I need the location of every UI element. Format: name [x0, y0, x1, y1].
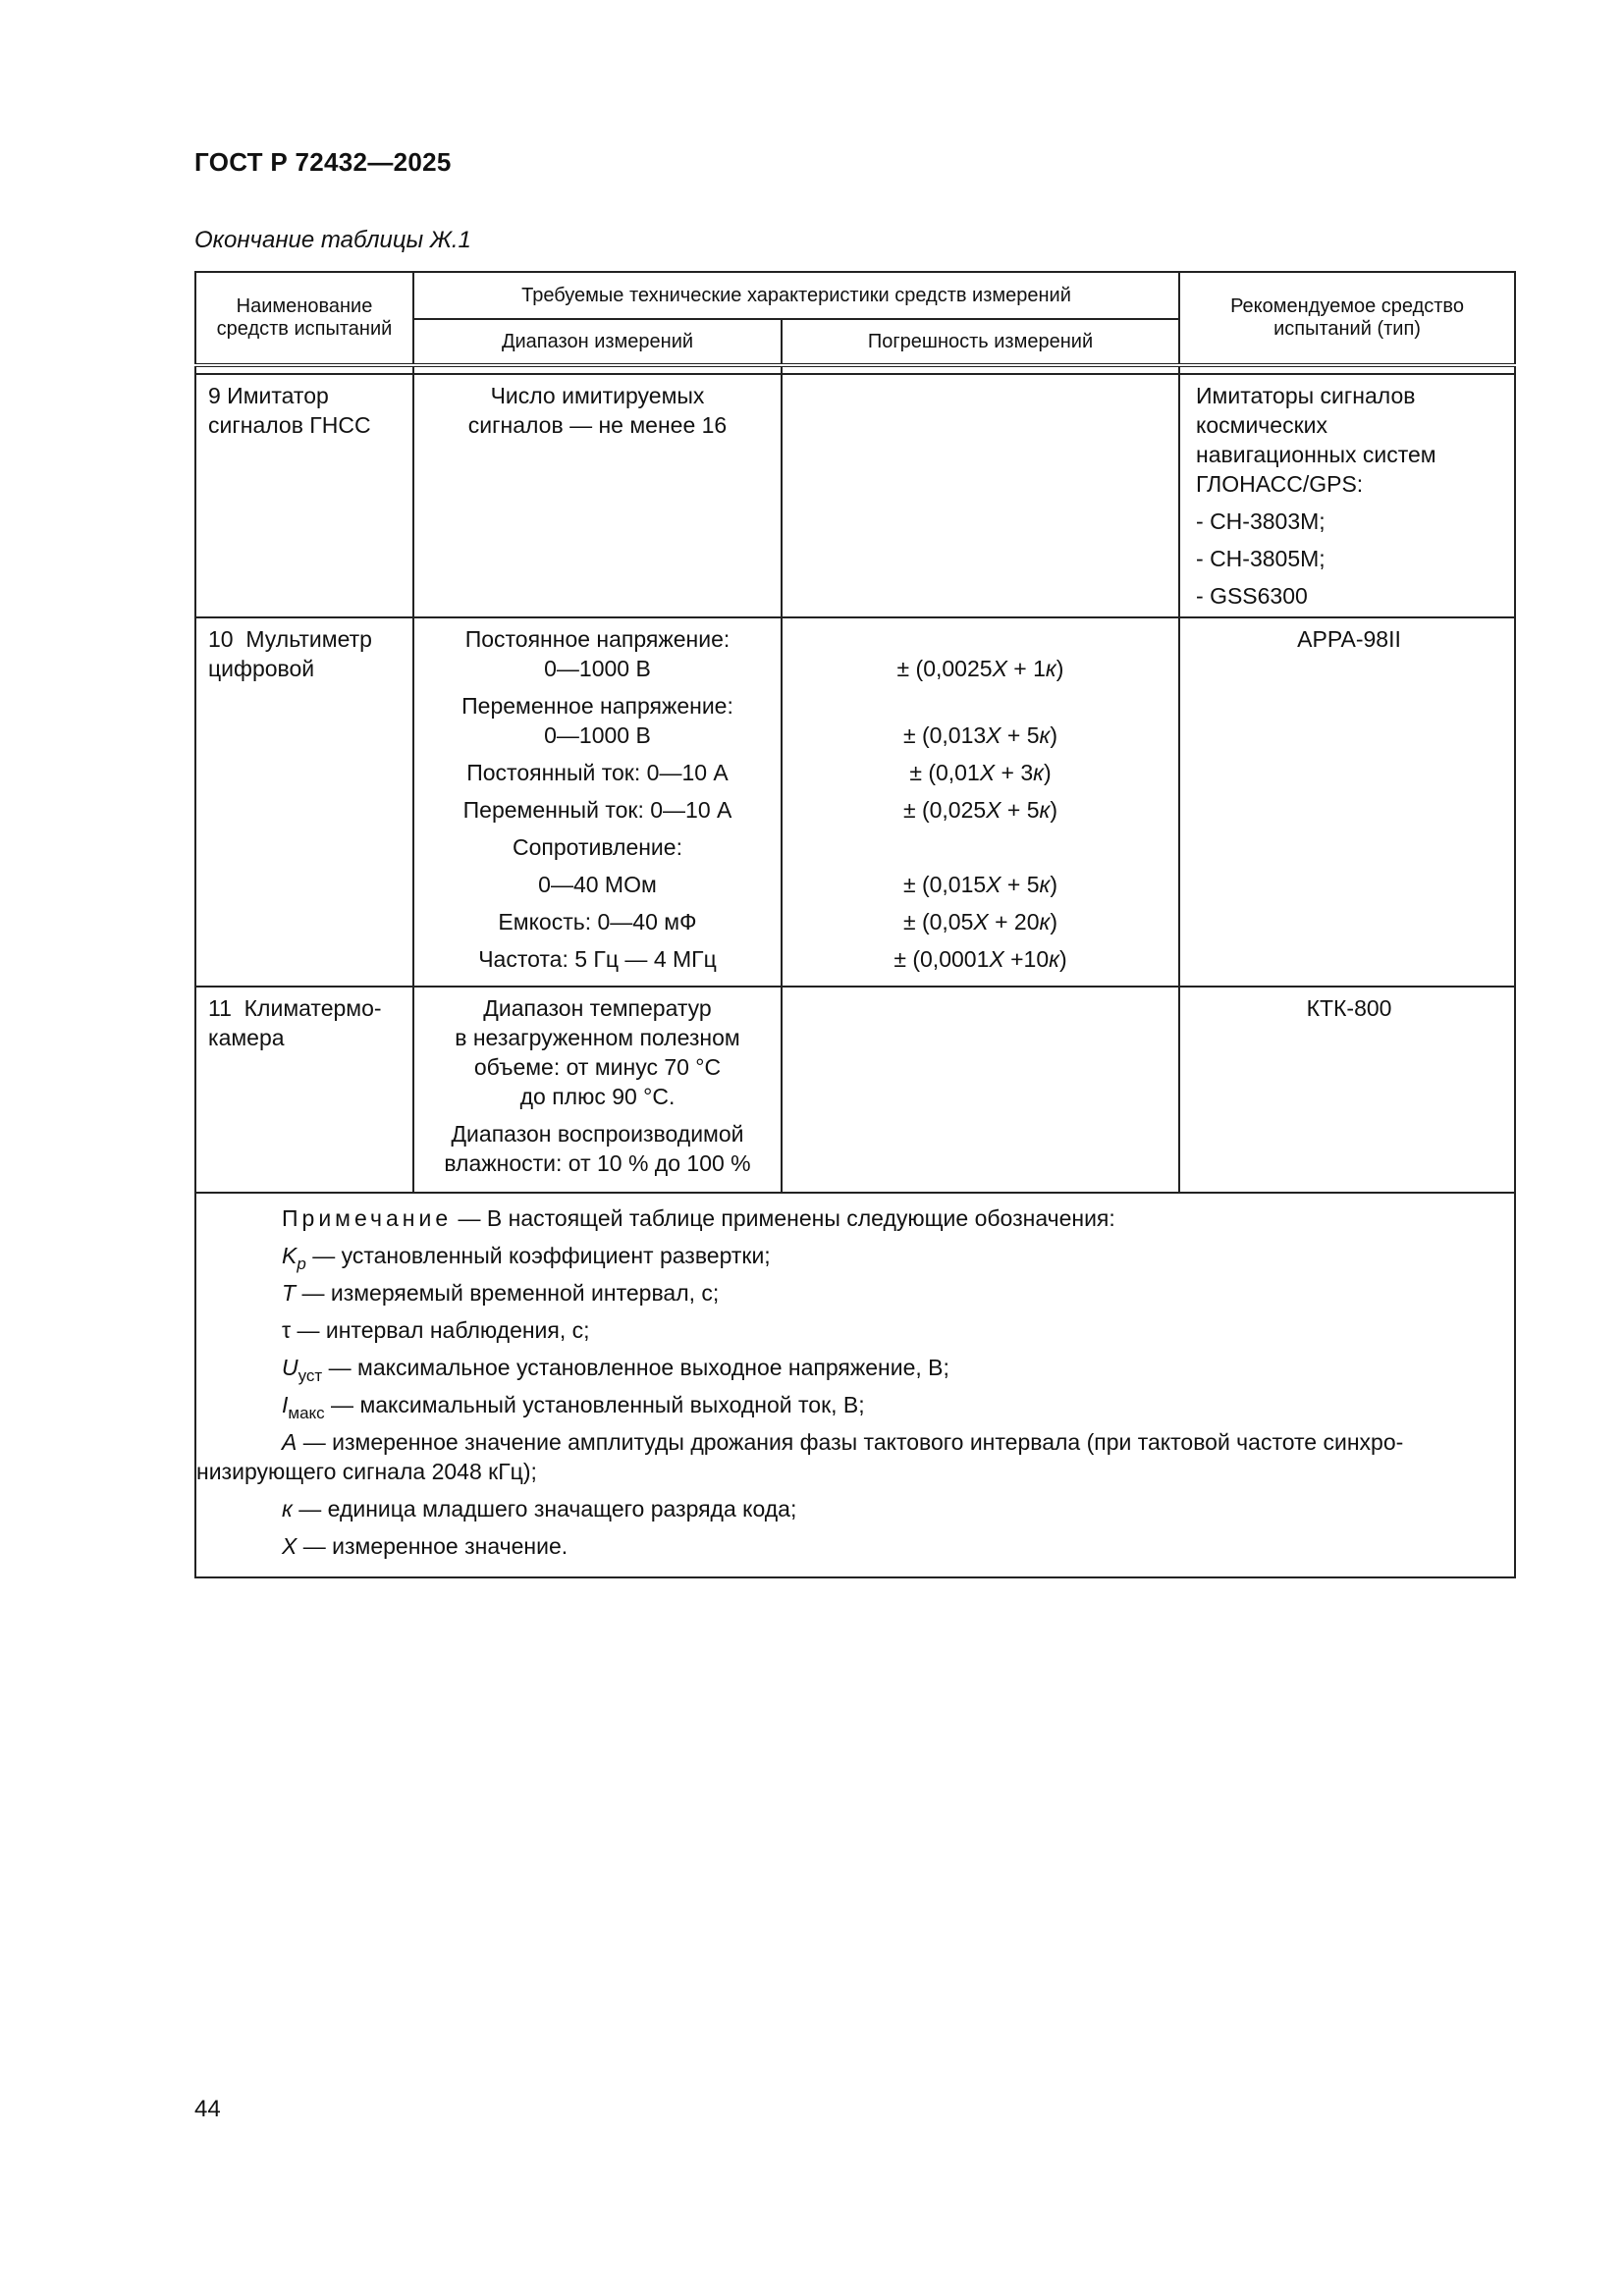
row-recommended: КТК-800 — [1179, 987, 1515, 1193]
header-range: Диапазон измерений — [413, 319, 782, 365]
note-item: τ — интервал наблюдения, с; — [282, 1317, 590, 1343]
note-item-continuation: низирующего сигнала 2048 кГц); — [196, 1459, 537, 1484]
error-value: ± (0,015X + 5к) — [902, 872, 1058, 897]
note-intro: Примечание — В настоящей таблице применены следующие обозначения: — [282, 1205, 1115, 1231]
error-value: ± (0,05X + 20к) — [902, 909, 1058, 934]
error-value: ± (0,0001X +10к) — [893, 946, 1067, 972]
row-error — [782, 617, 1179, 987]
list-item: - СН-3805М; — [1196, 546, 1326, 571]
note-item: $U_{уст}$ — максимальное установленное выходное напряжение, В; — [282, 1355, 949, 1385]
note-item: T — измеряемый временной интервал, с; — [282, 1280, 720, 1306]
table-note — [195, 1193, 1515, 1577]
list-item: - GSS6300 — [1196, 583, 1308, 609]
note-item: к — единица младшего значащего разряда кода; — [282, 1496, 797, 1522]
row-error — [782, 374, 1179, 617]
note-item: $I_{макс}$ — максимальный установленный выходной ток, В; — [282, 1392, 865, 1422]
table-row — [195, 374, 1515, 617]
row-name: 10 Мультиметр цифровой — [195, 617, 413, 987]
error-value: ± (0,0025X + 1к) — [896, 656, 1064, 681]
error-value: ± (0,013X + 5к) — [902, 722, 1058, 748]
header-name: Наименование средств испытаний — [195, 272, 413, 365]
row-recommended: APPA-98II — [1179, 617, 1515, 987]
row-name: 11 Климатермо- камера — [195, 987, 413, 1193]
equipment-table-wrapper — [194, 271, 1514, 1578]
table-caption: Окончание таблицы Ж.1 — [194, 227, 471, 253]
row-range: Число имитируемых сигналов — не менее 16 — [413, 374, 782, 617]
header-recommended: Рекомендуемое средство испытаний (тип) — [1179, 272, 1515, 365]
row-range: Постоянное напряжение: 0—1000 В Переменное напряжение: 0—1000 В Постоянный ток: 0—10 А Переменный ток: 0—10 А Сопротивление: 0—40 МОм Емкость: 0—40 мФ Частота: 5 Гц — 4 МГц — [413, 617, 782, 987]
note-item: X — измеренное значение. — [282, 1533, 568, 1559]
document-code: ГОСТ Р 72432—2025 — [194, 147, 452, 177]
row-range: Диапазон температур в незагруженном полезном объеме: от минус 70 °С до плюс 90 °С. Диапазон воспроизводимой влажности: от 10 % до 100 % — [413, 987, 782, 1193]
row-name: 9 Имитатор сигналов ГНСС — [195, 374, 413, 617]
header-required: Требуемые технические характеристики средств измерений — [413, 272, 1179, 319]
list-item: - СН-3803М; — [1196, 508, 1326, 534]
note-item: A — измеренное значение амплитуды дрожания фазы тактового интервала (при тактовой частоте синхро- — [282, 1429, 1404, 1455]
equipment-table — [194, 271, 1516, 1578]
header-row-1 — [195, 272, 1515, 319]
row-recommended: Имитаторы сигналов космических навигационных систем ГЛОНАСС/GPS: - СН-3803М; - СН-3805М; - GSS6300 — [1179, 374, 1515, 617]
header-error: Погрешность измерений — [782, 319, 1179, 365]
page-number: 44 — [194, 2096, 221, 2122]
table-row — [195, 617, 1515, 987]
error-value: ± (0,01X + 3к) — [909, 760, 1052, 785]
table-row — [195, 987, 1515, 1193]
header-separator — [195, 365, 1515, 374]
row-error — [782, 987, 1179, 1193]
note-item: $K_p$ — установленный коэффициент развертки; — [282, 1243, 771, 1273]
error-value: ± (0,025X + 5к) — [902, 797, 1058, 823]
note-row — [195, 1193, 1515, 1577]
